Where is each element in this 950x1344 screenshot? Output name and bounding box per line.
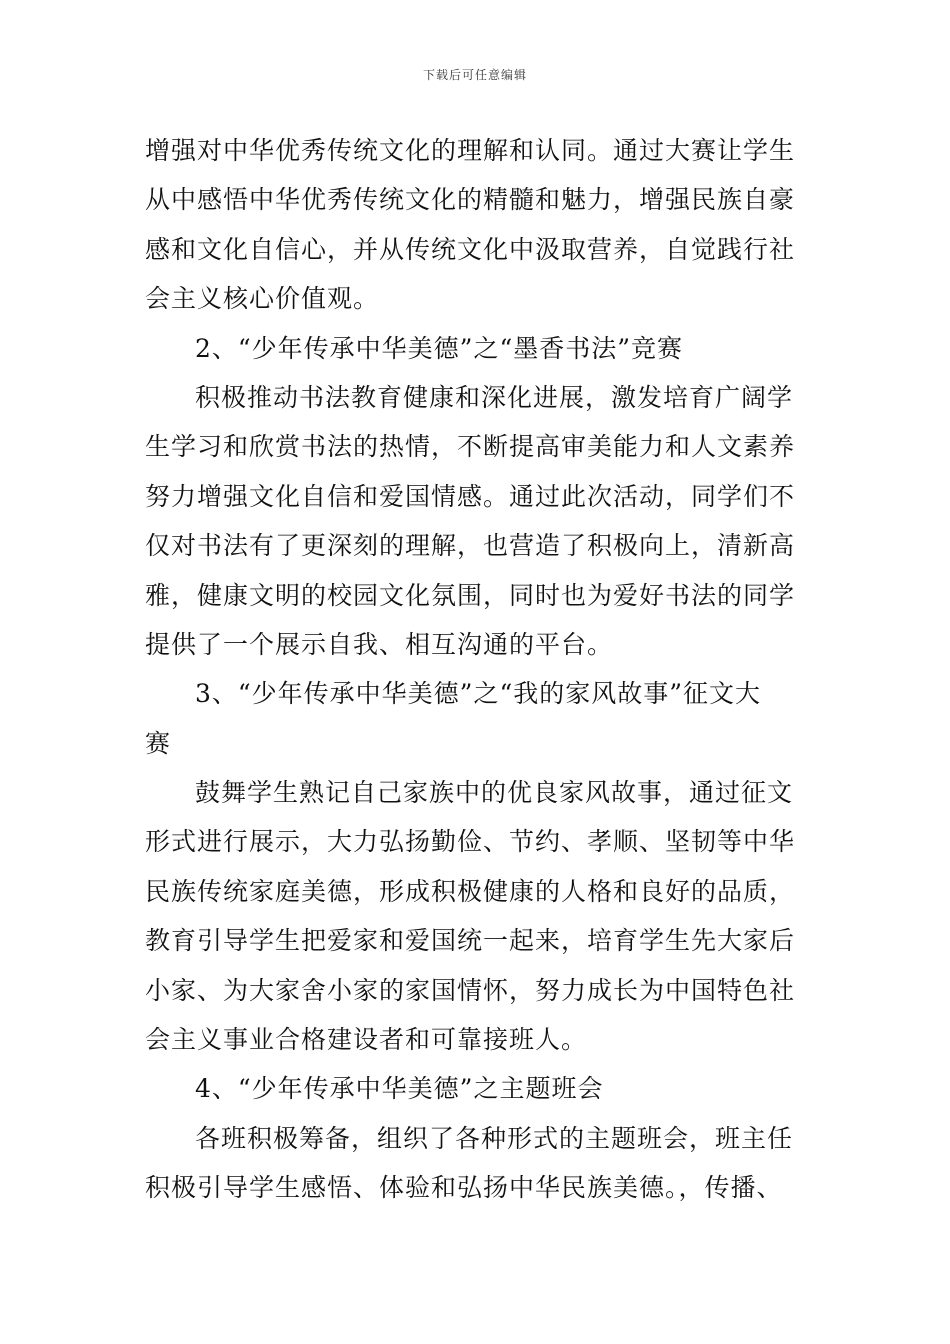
text-line: 各班积极筹备，组织了各种形式的主题班会，班主任 <box>195 1123 794 1153</box>
text-line: 会主义核心价值观。 <box>145 284 380 314</box>
text-line: 提供了一个展示自我、相互沟通的平台。 <box>145 629 614 659</box>
text-line: 积极引导学生感悟、体验和弘扬中华民族美德。，传播、 <box>145 1173 783 1203</box>
text-line: 积极推动书法教育健康和深化进展，激发培育广阔学 <box>195 382 794 412</box>
text-line: 民族传统家庭美德，形成积极健康的人格和良好的品质， <box>145 876 796 906</box>
text-line: 形式进行展示，大力弘扬勤俭、节约、孝顺、坚韧等中华 <box>145 827 796 857</box>
text-line: 增强对中华优秀传统文化的理解和认同。通过大赛让学生 <box>145 136 796 165</box>
page-header: 下载后可任意编辑 <box>422 68 527 82</box>
section-heading: 4、“少年传承中华美德”之主题班会 <box>195 1074 604 1104</box>
text-line: 教育引导学生把爱家和爱国统一起来，培育学生先大家后 <box>145 926 796 956</box>
text-line: 感和文化自信心，并从传统文化中汲取营养，自觉践行社 <box>145 234 796 264</box>
section-heading: 3、“少年传承中华美德”之“我的家风故事”征文大 <box>195 679 762 709</box>
text-line: 努力增强文化自信和爱国情感。通过此次活动，同学们不 <box>145 481 796 511</box>
section-heading: 2、“少年传承中华美德”之“墨香书法”竞赛 <box>195 333 684 363</box>
text-line: 鼓舞学生熟记自己家族中的优良家风故事，通过征文 <box>195 778 794 808</box>
text-line: 从中感悟中华优秀传统文化的精髓和魅力，增强民族自豪 <box>145 185 796 215</box>
text-line: 生学习和欣赏书法的热情，不断提高审美能力和人文素养 <box>145 432 796 462</box>
text-line: 仅对书法有了更深刻的理解，也营造了积极向上，清新高 <box>145 531 796 561</box>
text-line: 雅，健康文明的校园文化氛围，同时也为爱好书法的同学 <box>145 580 796 610</box>
section-heading-continued: 赛 <box>145 728 172 758</box>
text-line: 会主义事业合格建设者和可靠接班人。 <box>145 1025 588 1055</box>
document-body <box>145 126 810 1213</box>
text-line: 小家、为大家舍小家的家国情怀，努力成长为中国特色社 <box>145 975 796 1005</box>
